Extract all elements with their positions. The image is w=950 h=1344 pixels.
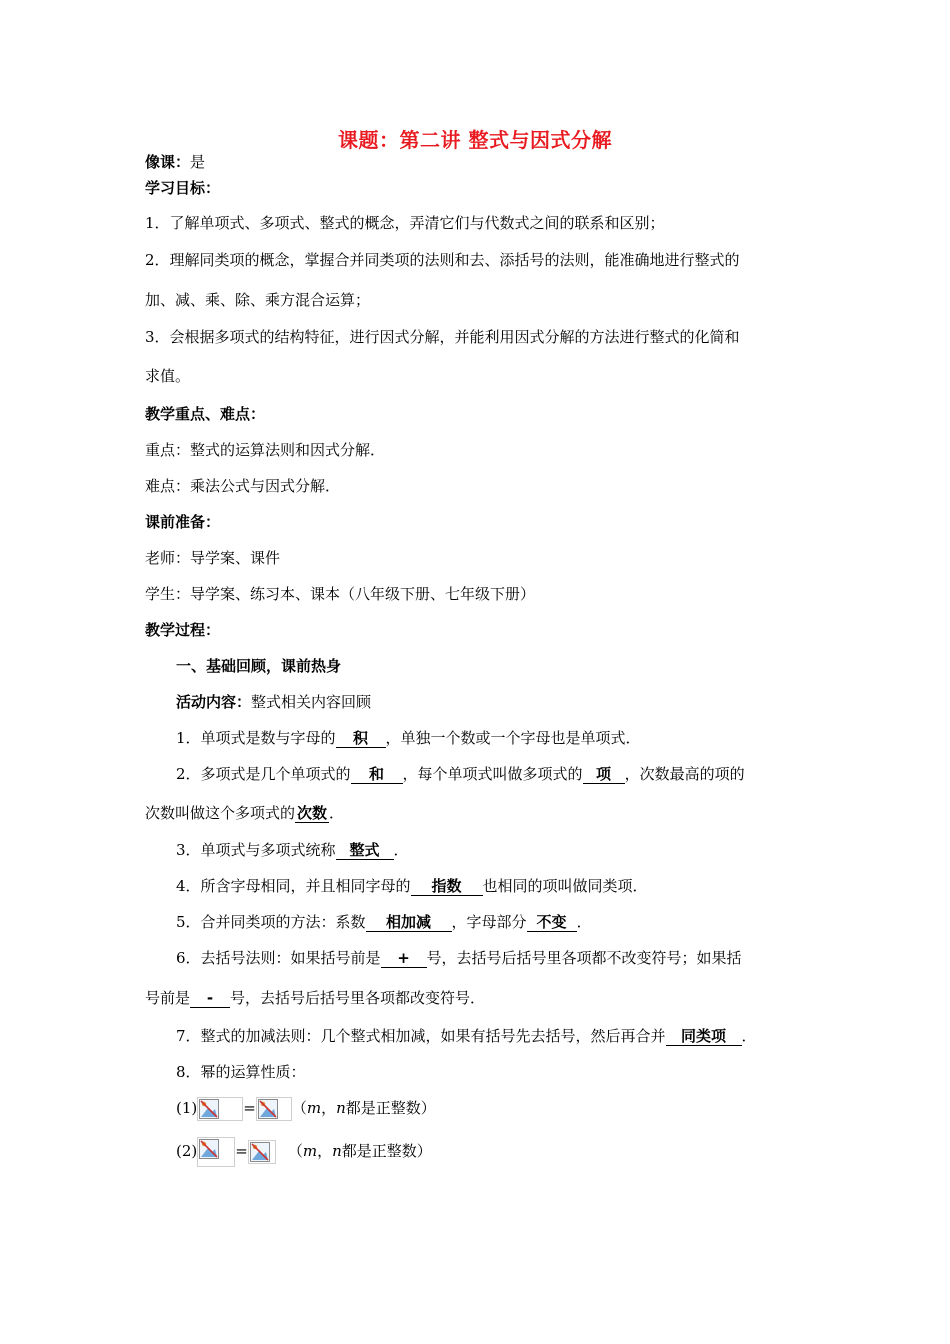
xiangke-line [145,152,205,172]
power-rule-1-note-end: 都是正整数） [345,1099,436,1117]
item-2b-text: 次数叫做这个多项式的 [145,804,296,822]
page-title: 课题：第二讲 整式与因式分解 [338,128,612,152]
var-m: m [306,1099,322,1117]
prep-student: 学生：导学案、练习本、课本（八年级下册、七年级下册） [145,585,536,603]
process-heading: 教学过程： [145,621,221,639]
goal-2-cont: 加、减、乘、除、乘方混合运算； [145,291,371,309]
item-2-cont [145,803,344,823]
item-6-text: 6．去括号法则：如果括号前是 [176,949,381,967]
focus-key: 重点：整式的运算法则和因式分解． [145,441,386,459]
item-2-text: 2．多项式是几个单项式的 [176,765,351,783]
item-1-text-end: ，单独一个数或一个字母也是单项式． [385,729,641,747]
power-rule-1-equals: = [243,1099,256,1117]
item-7-blank: 同类项 [666,1027,742,1046]
item-5 [176,912,592,932]
xiangke-label: 像课： [145,153,191,171]
item-7-text-end: ． [741,1027,757,1045]
item-5-text-mid: ，字母部分 [451,913,527,931]
item-7-text: 7．整式的加减法则：几个整式相加减，如果有括号先去括号，然后再合并 [176,1027,666,1045]
item-4-blank: 指数 [411,877,483,896]
item-2-blank-1: 和 [351,765,403,784]
item-3-text: 3．单项式与多项式统称 [176,841,336,859]
goal-2: 2．理解同类项的概念，掌握合并同类项的法则和去、添括号的法则，能准确地进行整式的 [145,251,740,269]
item-2-blank-2: 项 [583,765,625,784]
item-2b-blank: 次数 [297,804,328,822]
power-rule-2-equals: = [235,1142,248,1160]
goal-1: 1．了解单项式、多项式、整式的概念，弄清它们与代数式之间的联系和区别； [145,214,665,232]
item-6-text-end: 号，去括号后括号里各项都不改变符号；如果括 [426,949,742,967]
activity-label: 活动内容： [176,693,252,711]
item-5-blank-2: 不变 [527,913,577,932]
power-rule-1-note: （ [291,1099,307,1117]
power-rule-2 [176,1136,432,1167]
item-1-text: 1．单项式是数与字母的 [176,729,336,747]
item-6-blank: + [381,949,427,968]
var-n: n [336,1099,346,1117]
item-6 [176,948,742,968]
broken-image-icon [248,1140,276,1164]
prep-teacher: 老师：导学案、课件 [145,549,281,567]
power-rule-1-number: (1) [176,1099,198,1117]
goal-3: 3．会根据多项式的结构特征，进行因式分解，并能利用因式分解的方法进行整式的化简和 [145,328,740,346]
note-separator: ， [317,1142,333,1160]
power-rule-1 [176,1096,436,1121]
item-3-blank: 整式 [336,841,394,860]
xiangke-value: 是 [190,153,206,171]
power-rule-2-note-end: 都是正整数） [341,1142,432,1160]
power-rule-2-note: （ [287,1142,303,1160]
item-2b-text-end: ． [329,804,345,822]
activity-line [176,692,371,712]
broken-image-icon [256,1097,292,1121]
focus-heading: 教学重点、难点： [145,405,266,423]
prep-heading: 课前准备： [145,513,221,531]
note-separator: ， [321,1099,337,1117]
section-1-heading: 一、基础回顾，课前热身 [176,657,342,675]
item-6b-text-end: 号，去括号后括号里各项都改变符号． [230,989,486,1007]
goal-3-cont: 求值。 [145,367,191,385]
item-4-text-end: 也相同的项叫做同类项． [482,877,648,895]
broken-image-icon [197,1137,235,1167]
broken-image-icon [197,1097,243,1121]
item-4 [176,876,648,896]
item-2-text-end: ，次数最高的项的 [624,765,745,783]
activity-value: 整式相关内容回顾 [251,693,372,711]
item-5-text: 5．合并同类项的方法：系数 [176,913,366,931]
item-7 [176,1026,757,1046]
item-6-cont [145,988,485,1008]
item-5-blank-1: 相加减 [366,913,452,932]
var-m: m [302,1142,318,1160]
goals-heading: 学习目标： [145,179,221,197]
item-2-text-mid: ，每个单项式叫做多项式的 [402,765,583,783]
item-8: 8．幂的运算性质： [176,1063,306,1081]
focus-difficult: 难点：乘法公式与因式分解． [145,477,341,495]
item-3 [176,840,409,860]
power-rule-2-number: (2) [176,1142,198,1160]
item-4-text: 4．所含字母相同，并且相同字母的 [176,877,411,895]
item-6b-text: 号前是 [145,989,191,1007]
item-6b-blank: - [190,989,230,1008]
item-1 [176,728,641,748]
item-5-text-end: ． [576,913,592,931]
item-3-text-end: ． [393,841,409,859]
item-1-blank: 积 [336,729,386,748]
var-n: n [332,1142,342,1160]
item-2 [176,764,745,784]
